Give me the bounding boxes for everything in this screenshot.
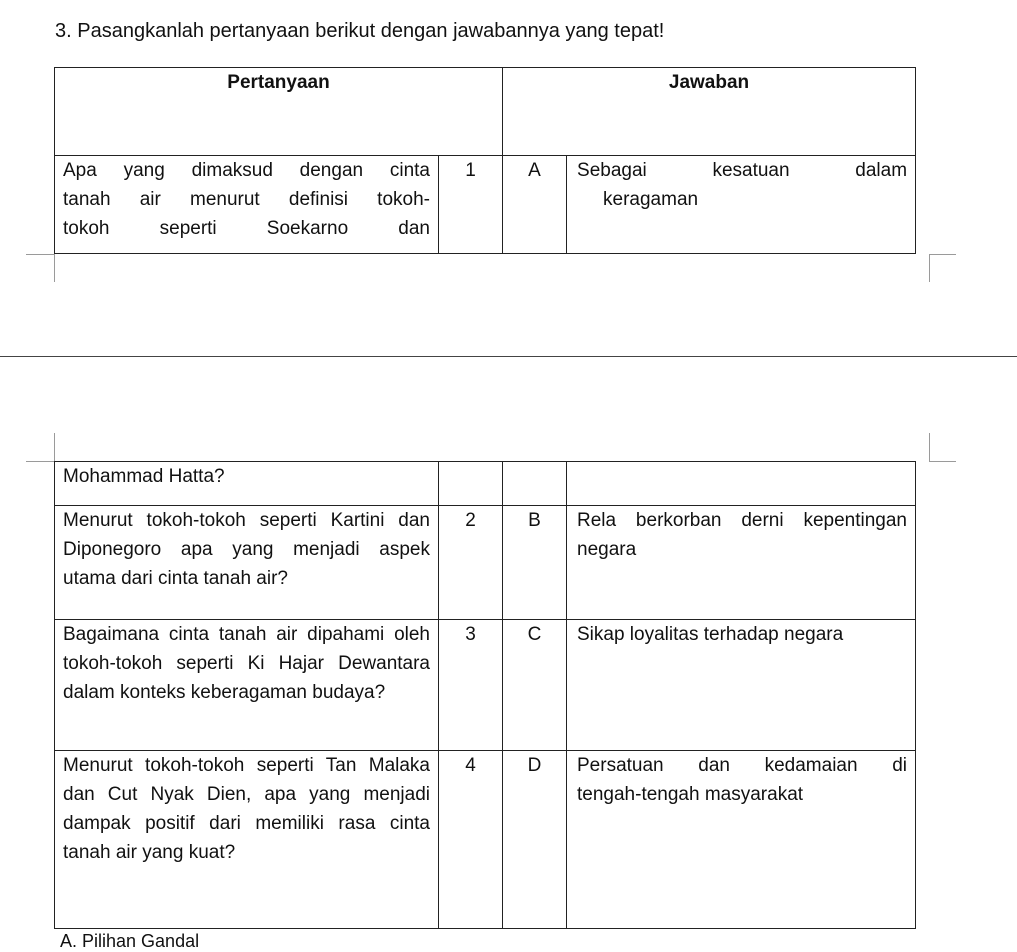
question-1-line-1: Apa yang dimaksud dengan cinta: [63, 160, 430, 181]
answer-cell-C: [567, 620, 916, 751]
question-cell-2: Menurut tokoh-tokoh seperti Kartini dan Diponegoro apa yang menjadi aspek utama dari cinta tanah air?: [55, 506, 439, 620]
answer-D-line-1: Persatuan dan kedamaian di: [577, 755, 907, 776]
question-1-line-2: tanah air menurut definisi tokoh-: [63, 189, 430, 210]
number-cell-empty: [439, 462, 503, 506]
matching-table-page1: [54, 67, 916, 254]
answer-C-line-1: Sikap loyalitas terhadap negara: [577, 624, 844, 645]
letter-cell-D: D: [503, 751, 567, 929]
number-cell-2: 2: [439, 506, 503, 620]
page-break-divider: [0, 356, 1017, 357]
table-row: [55, 620, 916, 751]
table-row: [55, 156, 916, 254]
letter-cell-A: A: [503, 156, 567, 254]
question-cell-4: Menurut tokoh-tokoh seperti Tan Malaka dan Cut Nyak Dien, apa yang menjadi dampak positif dari memiliki rasa cinta tanah air yang kuat?: [55, 751, 439, 929]
letter-cell-empty: [503, 462, 567, 506]
page-corner-mark: [929, 433, 930, 462]
table-row: [55, 751, 916, 929]
number-cell-3: 3: [439, 620, 503, 751]
page-corner-mark: [929, 461, 956, 462]
answer-D-line-2: tengah-tengah masyarakat: [577, 784, 804, 805]
answer-B-line-2: negara: [577, 539, 637, 560]
letter-cell-C: C: [503, 620, 567, 751]
header-answer: Jawaban: [503, 68, 916, 156]
page-corner-mark: [26, 254, 54, 255]
answer-cell-D: [567, 751, 916, 929]
next-section-heading: A. Pilihan Gandal: [60, 931, 200, 951]
table-header-row: [55, 68, 916, 156]
number-cell-1: 1: [439, 156, 503, 254]
question-1-continued: Mohammad Hatta?: [55, 462, 439, 506]
header-question: Pertanyaan: [55, 68, 503, 156]
table-row: [55, 462, 916, 506]
answer-cell-B: [567, 506, 916, 620]
page-corner-mark: [54, 433, 55, 462]
page-corner-mark: [26, 461, 54, 462]
question-cell-1: [55, 156, 439, 254]
matching-table-page2: [54, 461, 916, 929]
answer-A-line-2: keragaman: [603, 189, 699, 210]
page-corner-mark: [929, 254, 956, 255]
answer-B-line-1: Rela berkorban derni kepentingan: [577, 510, 907, 531]
instruction-title: 3. Pasangkanlah pertanyaan berikut dengan jawabannya yang tepat!: [55, 20, 665, 42]
letter-cell-B: B: [503, 506, 567, 620]
answer-cell-A: [567, 156, 916, 254]
page-corner-mark: [929, 254, 930, 282]
answer-cell-empty: [567, 462, 916, 506]
question-cell-3: Bagaimana cinta tanah air dipahami oleh tokoh-tokoh seperti Ki Hajar Dewantara dalam konteks keberagaman budaya?: [55, 620, 439, 751]
page-corner-mark: [54, 254, 55, 282]
number-cell-4: 4: [439, 751, 503, 929]
answer-A-line-1: Sebagai kesatuan dalam: [577, 160, 908, 181]
question-1-line-3: tokoh seperti Soekarno dan: [63, 218, 430, 239]
table-row: [55, 506, 916, 620]
